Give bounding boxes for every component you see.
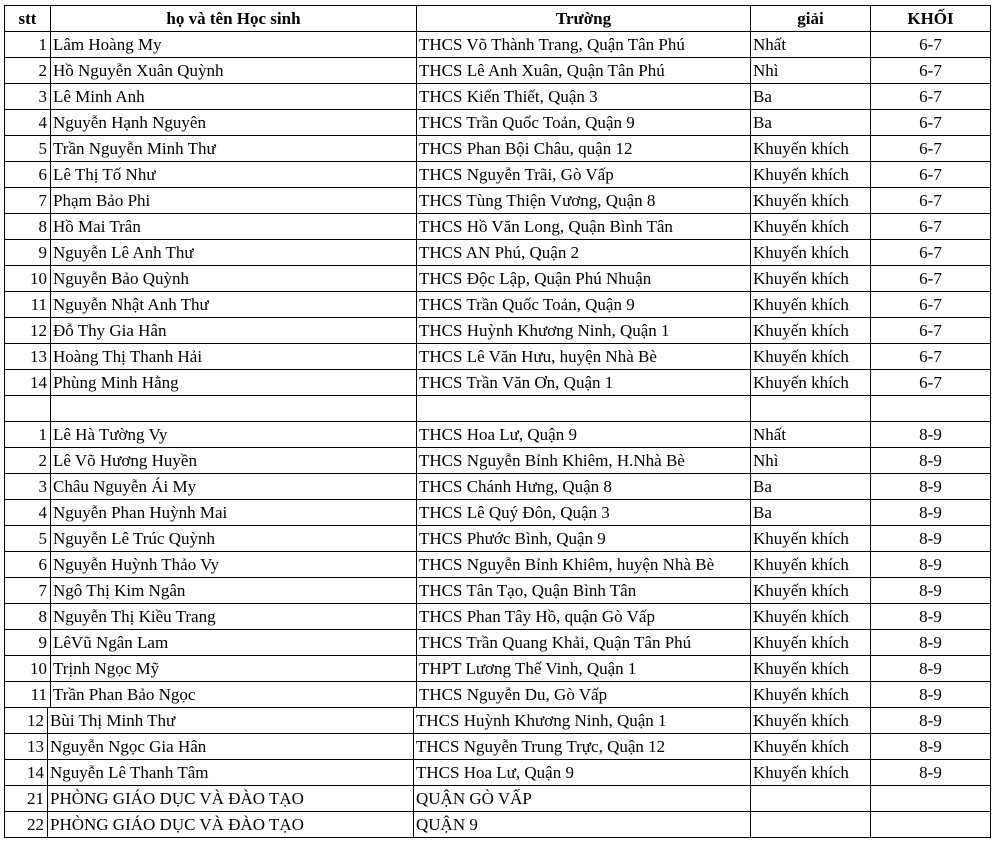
table-row [5, 84, 991, 110]
grade-cell[interactable]: 6-7 [871, 188, 991, 214]
name-cell[interactable]: Trần Phan Bảo Ngọc [51, 682, 417, 708]
stt-cell[interactable]: 13 [5, 734, 48, 760]
name-cell[interactable]: Nguyễn Thị Kiều Trang [51, 604, 417, 630]
header-prize[interactable]: giải [751, 6, 871, 32]
empty-row [5, 396, 991, 422]
name-cell[interactable]: Lê Võ Hương Huyền [51, 448, 417, 474]
name-cell[interactable]: Đỗ Thy Gia Hân [51, 318, 417, 344]
results-table-tail [4, 707, 991, 838]
table-row [5, 708, 991, 734]
stt-cell[interactable]: 1 [5, 422, 51, 448]
stt-cell[interactable]: 2 [5, 58, 51, 84]
prize-cell[interactable]: Khuyến khích [751, 578, 871, 604]
school-cell[interactable]: THCS Trần Quốc Toản, Quận 9 [417, 292, 751, 318]
table-row [5, 32, 991, 58]
school-cell[interactable]: THCS Hoa Lư, Quận 9 [417, 422, 751, 448]
grade-cell[interactable]: 8-9 [871, 656, 991, 682]
grade-cell[interactable]: 6-7 [871, 110, 991, 136]
name-cell[interactable]: Hoàng Thị Thanh Hải [51, 344, 417, 370]
name-cell[interactable]: Lê Hà Tường Vy [51, 422, 417, 448]
stt-cell[interactable]: 8 [5, 214, 51, 240]
grade-cell[interactable]: 8-9 [871, 682, 991, 708]
prize-cell[interactable]: Khuyến khích [751, 552, 871, 578]
grade-cell[interactable]: 6-7 [871, 214, 991, 240]
school-cell[interactable]: THCS Lê Văn Hưu, huyện Nhà Bè [417, 344, 751, 370]
table-row [5, 656, 991, 682]
grade-cell[interactable]: 8-9 [871, 604, 991, 630]
name-cell[interactable]: Nguyễn Lê Trúc Quỳnh [51, 526, 417, 552]
school-cell[interactable]: THCS Nguyễn Bỉnh Khiêm, H.Nhà Bè [417, 448, 751, 474]
name-cell[interactable]: Nguyễn Ngọc Gia Hân [48, 734, 414, 760]
school-cell[interactable]: THCS Nguyễn Trãi, Gò Vấp [417, 162, 751, 188]
school-cell[interactable]: THCS Hồ Văn Long, Quận Bình Tân [417, 214, 751, 240]
school-cell[interactable]: THCS Chánh Hưng, Quận 8 [417, 474, 751, 500]
name-cell[interactable]: Bùi Thị Minh Thư [48, 708, 414, 734]
school-cell[interactable]: THCS Độc Lập, Quận Phú Nhuận [417, 266, 751, 292]
grade-cell[interactable]: 6-7 [871, 266, 991, 292]
name-cell[interactable]: Nguyễn Lê Thanh Tâm [48, 760, 414, 786]
grade-cell[interactable]: 8-9 [871, 526, 991, 552]
grade-cell[interactable]: 8-9 [871, 734, 991, 760]
school-cell[interactable]: THCS Tân Tạo, Quận Bình Tân [417, 578, 751, 604]
spreadsheet [4, 5, 991, 838]
table-row [5, 318, 991, 344]
school-cell[interactable]: THCS Nguyễn Du, Gò Vấp [417, 682, 751, 708]
name-cell[interactable]: Ngô Thị Kim Ngân [51, 578, 417, 604]
stt-cell[interactable]: 9 [5, 630, 51, 656]
group-8-9 [5, 422, 991, 708]
prize-cell[interactable]: Khuyến khích [751, 734, 871, 760]
table-row [5, 344, 991, 370]
prize-cell[interactable]: Khuyến khích [751, 136, 871, 162]
name-cell[interactable]: Nguyễn Lê Anh Thư [51, 240, 417, 266]
school-cell[interactable]: THCS Lê Anh Xuân, Quận Tân Phú [417, 58, 751, 84]
prize-cell[interactable]: Khuyến khích [751, 162, 871, 188]
prize-cell[interactable]: Nhì [751, 58, 871, 84]
school-cell[interactable]: THCS Lê Quý Đôn, Quận 3 [417, 500, 751, 526]
school-cell[interactable]: THCS Trần Quang Khải, Quận Tân Phú [417, 630, 751, 656]
grade-cell[interactable]: 6-7 [871, 136, 991, 162]
name-cell[interactable]: Phùng Minh Hằng [51, 370, 417, 396]
empty-cell[interactable] [417, 396, 751, 422]
prize-cell[interactable]: Khuyến khích [751, 760, 871, 786]
name-cell[interactable]: PHÒNG GIÁO DỤC VÀ ĐÀO TẠO [48, 786, 414, 812]
grade-cell[interactable]: 8-9 [871, 578, 991, 604]
grade-cell[interactable]: 6-7 [871, 84, 991, 110]
grade-cell[interactable] [871, 812, 991, 838]
prize-cell[interactable]: Khuyến khích [751, 188, 871, 214]
stt-cell[interactable]: 3 [5, 84, 51, 110]
stt-cell[interactable]: 4 [5, 110, 51, 136]
prize-cell[interactable]: Khuyến khích [751, 266, 871, 292]
prize-cell[interactable]: Ba [751, 84, 871, 110]
stt-cell[interactable]: 6 [5, 552, 51, 578]
name-cell[interactable]: Nguyễn Bảo Quỳnh [51, 266, 417, 292]
prize-cell[interactable]: Khuyến khích [751, 370, 871, 396]
table-row [5, 188, 991, 214]
table-row [5, 630, 991, 656]
stt-cell[interactable]: 4 [5, 500, 51, 526]
stt-cell[interactable]: 12 [5, 708, 48, 734]
name-cell[interactable]: Hồ Mai Trân [51, 214, 417, 240]
grade-cell[interactable]: 6-7 [871, 162, 991, 188]
table-row [5, 136, 991, 162]
name-cell[interactable]: Nguyễn Nhật Anh Thư [51, 292, 417, 318]
empty-cell[interactable] [751, 396, 871, 422]
table-row [5, 682, 991, 708]
table-row [5, 526, 991, 552]
stt-cell[interactable]: 21 [5, 786, 48, 812]
table-row [5, 370, 991, 396]
prize-cell[interactable]: Khuyến khích [751, 682, 871, 708]
prize-cell[interactable]: Nhất [751, 422, 871, 448]
name-cell[interactable]: Trần Nguyễn Minh Thư [51, 136, 417, 162]
group-6-7 [5, 32, 991, 396]
results-table [4, 5, 991, 708]
table-row [5, 734, 991, 760]
grade-cell[interactable]: 6-7 [871, 58, 991, 84]
header-row [5, 6, 991, 32]
grade-cell[interactable]: 8-9 [871, 760, 991, 786]
grade-cell[interactable]: 8-9 [871, 422, 991, 448]
grade-cell[interactable]: 6-7 [871, 292, 991, 318]
table-row [5, 422, 991, 448]
prize-cell[interactable]: Ba [751, 474, 871, 500]
stt-cell[interactable]: 7 [5, 578, 51, 604]
prize-cell[interactable] [751, 812, 871, 838]
stt-cell[interactable]: 11 [5, 682, 51, 708]
table-row [5, 214, 991, 240]
grade-cell[interactable]: 6-7 [871, 370, 991, 396]
school-cell[interactable]: THCS Hoa Lư, Quận 9 [414, 760, 751, 786]
empty-cell[interactable] [5, 396, 51, 422]
grade-cell[interactable]: 8-9 [871, 708, 991, 734]
header-name[interactable]: họ và tên Học sinh [51, 6, 417, 32]
school-cell[interactable]: QUẬN GÒ VẤP [414, 786, 751, 812]
stt-cell[interactable]: 9 [5, 240, 51, 266]
stt-cell[interactable]: 6 [5, 162, 51, 188]
prize-cell[interactable]: Khuyến khích [751, 214, 871, 240]
prize-cell[interactable]: Khuyến khích [751, 604, 871, 630]
school-cell[interactable]: QUẬN 9 [414, 812, 751, 838]
stt-cell[interactable]: 14 [5, 370, 51, 396]
stt-cell[interactable]: 14 [5, 760, 48, 786]
name-cell[interactable]: Trịnh Ngọc Mỹ [51, 656, 417, 682]
table-row [5, 786, 991, 812]
grade-cell[interactable]: 8-9 [871, 448, 991, 474]
header-stt[interactable]: stt [5, 6, 51, 32]
school-cell[interactable]: THPT Lương Thế Vinh, Quận 1 [417, 656, 751, 682]
prize-cell[interactable]: Ba [751, 110, 871, 136]
school-cell[interactable]: THCS Huỳnh Khương Ninh, Quận 1 [417, 318, 751, 344]
grade-cell[interactable]: 6-7 [871, 344, 991, 370]
stt-cell[interactable]: 2 [5, 448, 51, 474]
table-row [5, 604, 991, 630]
name-cell[interactable]: Phạm Bảo Phi [51, 188, 417, 214]
header-grade[interactable]: KHỐI [871, 6, 991, 32]
name-cell[interactable]: Nguyễn Huỳnh Thảo Vy [51, 552, 417, 578]
school-cell[interactable]: THCS Nguyễn Trung Trực, Quận 12 [414, 734, 751, 760]
school-cell[interactable]: THCS Phước Bình, Quận 9 [417, 526, 751, 552]
school-cell[interactable]: THCS AN Phú, Quận 2 [417, 240, 751, 266]
stt-cell[interactable]: 7 [5, 188, 51, 214]
table-row [5, 58, 991, 84]
grade-cell[interactable]: 6-7 [871, 240, 991, 266]
empty-cell[interactable] [51, 396, 417, 422]
stt-cell[interactable]: 22 [5, 812, 48, 838]
name-cell[interactable]: Hồ Nguyễn Xuân Quỳnh [51, 58, 417, 84]
school-cell[interactable]: THCS Kiến Thiết, Quận 3 [417, 84, 751, 110]
prize-cell[interactable] [751, 786, 871, 812]
stt-cell[interactable]: 12 [5, 318, 51, 344]
school-cell[interactable]: THCS Phan Tây Hồ, quận Gò Vấp [417, 604, 751, 630]
table-row [5, 110, 991, 136]
stt-cell[interactable]: 13 [5, 344, 51, 370]
stt-cell[interactable]: 1 [5, 32, 51, 58]
school-cell[interactable]: THCS Phan Bội Châu, quận 12 [417, 136, 751, 162]
prize-cell[interactable]: Khuyến khích [751, 292, 871, 318]
name-cell[interactable]: Lê Thị Tố Như [51, 162, 417, 188]
prize-cell[interactable]: Nhất [751, 32, 871, 58]
prize-cell[interactable]: Khuyến khích [751, 630, 871, 656]
name-cell[interactable]: Nguyễn Phan Huỳnh Mai [51, 500, 417, 526]
stt-cell[interactable]: 8 [5, 604, 51, 630]
stt-cell[interactable]: 3 [5, 474, 51, 500]
grade-cell[interactable]: 8-9 [871, 474, 991, 500]
grade-cell[interactable] [871, 786, 991, 812]
table-row [5, 448, 991, 474]
prize-cell[interactable]: Khuyến khích [751, 708, 871, 734]
table-row [5, 552, 991, 578]
school-cell[interactable]: THCS Võ Thành Trang, Quận Tân Phú [417, 32, 751, 58]
school-cell[interactable]: THCS Trần Văn Ơn, Quận 1 [417, 370, 751, 396]
prize-cell[interactable]: Khuyến khích [751, 318, 871, 344]
group-8-9-continued [5, 708, 991, 838]
table-row [5, 760, 991, 786]
school-cell[interactable]: THCS Huỳnh Khương Ninh, Quận 1 [414, 708, 751, 734]
prize-cell[interactable]: Khuyến khích [751, 656, 871, 682]
stt-cell[interactable]: 11 [5, 292, 51, 318]
school-cell[interactable]: THCS Trần Quốc Toản, Quận 9 [417, 110, 751, 136]
prize-cell[interactable]: Ba [751, 500, 871, 526]
school-cell[interactable]: THCS Nguyễn Bỉnh Khiêm, huyện Nhà Bè [417, 552, 751, 578]
table-row [5, 292, 991, 318]
table-row [5, 474, 991, 500]
stt-cell[interactable]: 10 [5, 266, 51, 292]
table-row [5, 162, 991, 188]
prize-cell[interactable]: Khuyến khích [751, 240, 871, 266]
table-row [5, 240, 991, 266]
name-cell[interactable]: Châu Nguyễn Ái My [51, 474, 417, 500]
name-cell[interactable]: Lê Minh Anh [51, 84, 417, 110]
empty-cell[interactable] [871, 396, 991, 422]
stt-cell[interactable]: 10 [5, 656, 51, 682]
prize-cell[interactable]: Khuyến khích [751, 526, 871, 552]
table-row [5, 266, 991, 292]
school-cell[interactable]: THCS Tùng Thiện Vương, Quận 8 [417, 188, 751, 214]
prize-cell[interactable]: Khuyến khích [751, 344, 871, 370]
grade-cell[interactable]: 6-7 [871, 32, 991, 58]
grade-cell[interactable]: 8-9 [871, 500, 991, 526]
header-school[interactable]: Trường [417, 6, 751, 32]
prize-cell[interactable]: Nhì [751, 448, 871, 474]
name-cell[interactable]: Lâm Hoàng My [51, 32, 417, 58]
spacer-group [5, 396, 991, 422]
name-cell[interactable]: Nguyễn Hạnh Nguyên [51, 110, 417, 136]
name-cell[interactable]: PHÒNG GIÁO DỤC VÀ ĐÀO TẠO [48, 812, 414, 838]
grade-cell[interactable]: 8-9 [871, 630, 991, 656]
table-row [5, 578, 991, 604]
grade-cell[interactable]: 6-7 [871, 318, 991, 344]
stt-cell[interactable]: 5 [5, 136, 51, 162]
stt-cell[interactable]: 5 [5, 526, 51, 552]
table-row [5, 500, 991, 526]
name-cell[interactable]: LêVũ Ngân Lam [51, 630, 417, 656]
grade-cell[interactable]: 8-9 [871, 552, 991, 578]
table-row [5, 812, 991, 838]
